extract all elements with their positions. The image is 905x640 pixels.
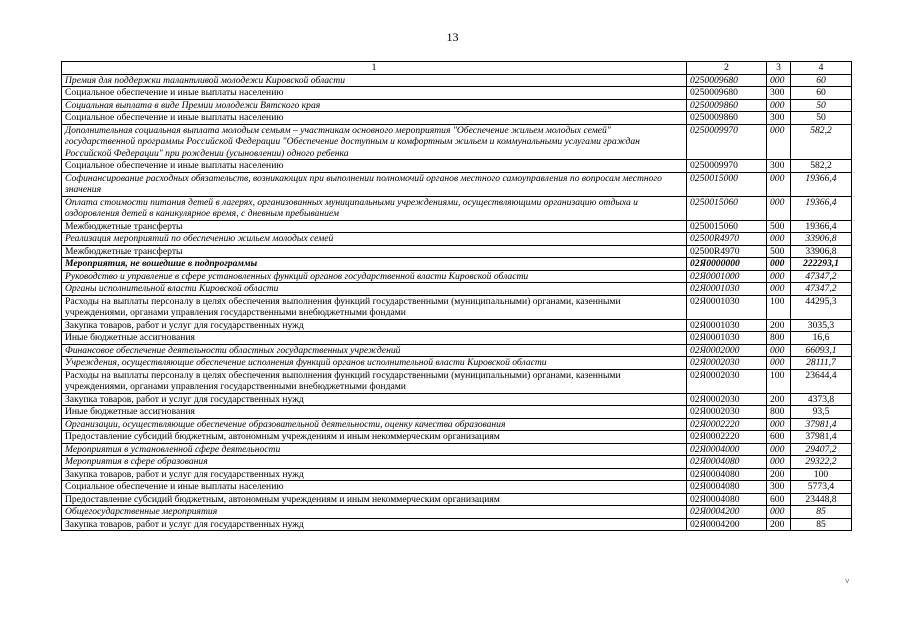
row-amount: 23644,4 [791, 369, 852, 393]
row-name: Социальное обеспечение и иные выплаты населению [62, 112, 687, 125]
row-code: 02Я0004080 [687, 456, 767, 469]
row-code: 0250009680 [687, 87, 767, 100]
row-code: 02Я0001000 [687, 270, 767, 283]
row-expense-type: 300 [767, 112, 791, 125]
row-name: Иные бюджетные ассигнования [62, 406, 687, 419]
header-column-1: 1 [62, 62, 687, 75]
table-row [62, 406, 852, 419]
row-code: 02Я0004200 [687, 518, 767, 531]
table-row [62, 233, 852, 246]
row-code: 02Я0002000 [687, 344, 767, 357]
table-row [62, 99, 852, 112]
row-code: 02500R4970 [687, 245, 767, 258]
header-column-3: 3 [767, 62, 791, 75]
row-code: 02Я0004000 [687, 443, 767, 456]
row-name: Мероприятия в сфере образования [62, 456, 687, 469]
row-amount: 47347,2 [791, 270, 852, 283]
row-amount: 582,2 [791, 124, 852, 160]
row-code: 02Я0002030 [687, 357, 767, 370]
row-name: Мероприятия, не вошедшие в подпрограммы [62, 258, 687, 271]
row-expense-type: 000 [767, 357, 791, 370]
row-name: Руководство и управление в сфере установленных функций органов государственной власти Кировской области [62, 270, 687, 283]
row-amount: 19366,4 [791, 196, 852, 220]
row-amount: 33906,8 [791, 245, 852, 258]
row-expense-type: 000 [767, 456, 791, 469]
row-code: 02Я0004080 [687, 468, 767, 481]
row-name: Оплата стоимости питания детей в лагерях, организованных муниципальными учреждениями, осуществляющими организацию отдыха и оздоровления детей в каникулярное время, с дневным пребыванием [62, 196, 687, 220]
row-code: 02Я0001030 [687, 319, 767, 332]
row-name: Социальная выплата в виде Премии молодежи Вятского края [62, 99, 687, 112]
row-amount: 29322,2 [791, 456, 852, 469]
row-expense-type: 100 [767, 295, 791, 319]
row-amount: 85 [791, 518, 852, 531]
table-row [62, 258, 852, 271]
row-expense-type: 200 [767, 319, 791, 332]
row-amount: 19366,4 [791, 220, 852, 233]
row-name: Дополнительная социальная выплата молодым семьям – участникам основного мероприятия "Обеспечение жильем молодых семей" государственной программы Российской Федерации "Обеспечение доступным и комфортным жильем и коммунальными услугами граждан Российской Федерации" при рождении (усыновлении) одного ребенка [62, 124, 687, 160]
table-row [62, 393, 852, 406]
table-row [62, 369, 852, 393]
page-number: 13 [446, 30, 459, 44]
row-amount: 23448,8 [791, 493, 852, 506]
row-amount: 4373,8 [791, 393, 852, 406]
row-amount: 85 [791, 506, 852, 519]
row-code: 0250015060 [687, 196, 767, 220]
table-row [62, 160, 852, 173]
table-row [62, 319, 852, 332]
row-name: Иные бюджетные ассигнования [62, 332, 687, 345]
table-row [62, 332, 852, 345]
table-row [62, 283, 852, 296]
table-row [62, 493, 852, 506]
row-amount: 5773,4 [791, 481, 852, 494]
table-header-row [62, 62, 852, 75]
table-row [62, 295, 852, 319]
table-row [62, 418, 852, 431]
row-amount: 60 [791, 87, 852, 100]
row-expense-type: 000 [767, 344, 791, 357]
row-code: 02Я0001030 [687, 295, 767, 319]
row-amount: 222293,1 [791, 258, 852, 271]
row-amount: 3035,3 [791, 319, 852, 332]
row-code: 02Я0000000 [687, 258, 767, 271]
row-code: 02Я0002030 [687, 393, 767, 406]
table-row [62, 245, 852, 258]
row-name: Премия для поддержки талантливой молодежи Кировской области [62, 74, 687, 87]
table-row [62, 518, 852, 531]
row-code: 0250009680 [687, 74, 767, 87]
row-code: 0250009970 [687, 160, 767, 173]
row-amount: 29407,2 [791, 443, 852, 456]
table-row [62, 172, 852, 196]
table-row [62, 481, 852, 494]
row-amount: 16,6 [791, 332, 852, 345]
row-expense-type: 000 [767, 443, 791, 456]
row-name: Реализация мероприятий по обеспечению жильем молодых семей [62, 233, 687, 246]
row-expense-type: 000 [767, 124, 791, 160]
row-amount: 50 [791, 112, 852, 125]
row-amount: 37981,4 [791, 418, 852, 431]
row-expense-type: 200 [767, 468, 791, 481]
row-name: Органы исполнительной власти Кировской области [62, 283, 687, 296]
page-corner-mark: ˅ [845, 577, 850, 586]
row-amount: 33906,8 [791, 233, 852, 246]
row-amount: 19366,4 [791, 172, 852, 196]
row-expense-type: 200 [767, 518, 791, 531]
row-name: Предоставление субсидий бюджетным, автономным учреждениям и иным некоммерческим организациям [62, 431, 687, 444]
table-row [62, 270, 852, 283]
row-name: Закупка товаров, работ и услуг для государственных нужд [62, 518, 687, 531]
row-name: Учреждения, осуществляющие обеспечение исполнения функций органов исполнительной власти Кировской области [62, 357, 687, 370]
row-name: Социальное обеспечение и иные выплаты населению [62, 481, 687, 494]
table-row [62, 220, 852, 233]
row-code: 02Я0001030 [687, 283, 767, 296]
row-expense-type: 000 [767, 233, 791, 246]
row-name: Закупка товаров, работ и услуг для государственных нужд [62, 393, 687, 406]
row-expense-type: 000 [767, 506, 791, 519]
row-code: 02500R4970 [687, 233, 767, 246]
row-code: 02Я0002220 [687, 418, 767, 431]
row-expense-type: 000 [767, 172, 791, 196]
row-code: 0250009860 [687, 99, 767, 112]
row-amount: 44295,3 [791, 295, 852, 319]
row-name: Социальное обеспечение и иные выплаты населению [62, 160, 687, 173]
table-row [62, 506, 852, 519]
row-expense-type: 300 [767, 87, 791, 100]
row-code: 0250015060 [687, 220, 767, 233]
row-amount: 28111,7 [791, 357, 852, 370]
row-code: 02Я0004200 [687, 506, 767, 519]
table-row [62, 468, 852, 481]
row-name: Межбюджетные трансферты [62, 220, 687, 233]
row-code: 02Я0001030 [687, 332, 767, 345]
row-name: Предоставление субсидий бюджетным, автономным учреждениям и иным некоммерческим организациям [62, 493, 687, 506]
row-expense-type: 300 [767, 160, 791, 173]
row-code: 02Я0002030 [687, 406, 767, 419]
row-name: Организации, осуществляющие обеспечение образовательной деятельности, оценку качества образования [62, 418, 687, 431]
row-expense-type: 300 [767, 481, 791, 494]
row-expense-type: 000 [767, 283, 791, 296]
row-code: 02Я0002220 [687, 431, 767, 444]
row-expense-type: 500 [767, 245, 791, 258]
row-expense-type: 500 [767, 220, 791, 233]
table-body [62, 74, 852, 531]
row-expense-type: 800 [767, 332, 791, 345]
row-name: Мероприятия в установленной сфере деятельности [62, 443, 687, 456]
header-column-2: 2 [687, 62, 767, 75]
row-name: Закупка товаров, работ и услуг для государственных нужд [62, 468, 687, 481]
row-code: 02Я0004080 [687, 481, 767, 494]
table-row [62, 196, 852, 220]
row-amount: 93,5 [791, 406, 852, 419]
table-row [62, 74, 852, 87]
row-name: Общегосударственные мероприятия [62, 506, 687, 519]
row-code: 0250009860 [687, 112, 767, 125]
table-row [62, 112, 852, 125]
table-row [62, 87, 852, 100]
table-row [62, 456, 852, 469]
row-name: Софинансирование расходных обязательств, возникающих при выполнении полномочий органов местного самоуправления по вопросам местного значения [62, 172, 687, 196]
row-name: Расходы на выплаты персоналу в целях обеспечения выполнения функций государственными (муниципальными) органами, казенными учреждениями, органами управления государственными внебюджетными фондами [62, 295, 687, 319]
table-row [62, 431, 852, 444]
row-expense-type: 600 [767, 431, 791, 444]
row-amount: 50 [791, 99, 852, 112]
row-amount: 60 [791, 74, 852, 87]
row-code: 02Я0004080 [687, 493, 767, 506]
table-row [62, 344, 852, 357]
row-expense-type: 200 [767, 393, 791, 406]
row-expense-type: 000 [767, 196, 791, 220]
row-amount: 66093,1 [791, 344, 852, 357]
table-row [62, 124, 852, 160]
row-expense-type: 000 [767, 418, 791, 431]
row-expense-type: 000 [767, 270, 791, 283]
row-amount: 100 [791, 468, 852, 481]
row-expense-type: 000 [767, 74, 791, 87]
row-code: 0250015000 [687, 172, 767, 196]
row-code: 0250009970 [687, 124, 767, 160]
row-expense-type: 600 [767, 493, 791, 506]
row-expense-type: 000 [767, 258, 791, 271]
row-name: Социальное обеспечение и иные выплаты населению [62, 87, 687, 100]
row-amount: 37981,4 [791, 431, 852, 444]
header-column-4: 4 [791, 62, 852, 75]
row-expense-type: 100 [767, 369, 791, 393]
row-expense-type: 800 [767, 406, 791, 419]
row-name: Межбюджетные трансферты [62, 245, 687, 258]
table-row [62, 357, 852, 370]
budget-table [61, 61, 852, 531]
table-row [62, 443, 852, 456]
row-amount: 47347,2 [791, 283, 852, 296]
row-expense-type: 000 [767, 99, 791, 112]
row-name: Расходы на выплаты персоналу в целях обеспечения выполнения функций государственными (муниципальными) органами, казенными учреждениями, органами управления государственными внебюджетными фондами [62, 369, 687, 393]
row-name: Финансовое обеспечение деятельности областных государственных учреждений [62, 344, 687, 357]
row-name: Закупка товаров, работ и услуг для государственных нужд [62, 319, 687, 332]
row-code: 02Я0002030 [687, 369, 767, 393]
row-amount: 582,2 [791, 160, 852, 173]
